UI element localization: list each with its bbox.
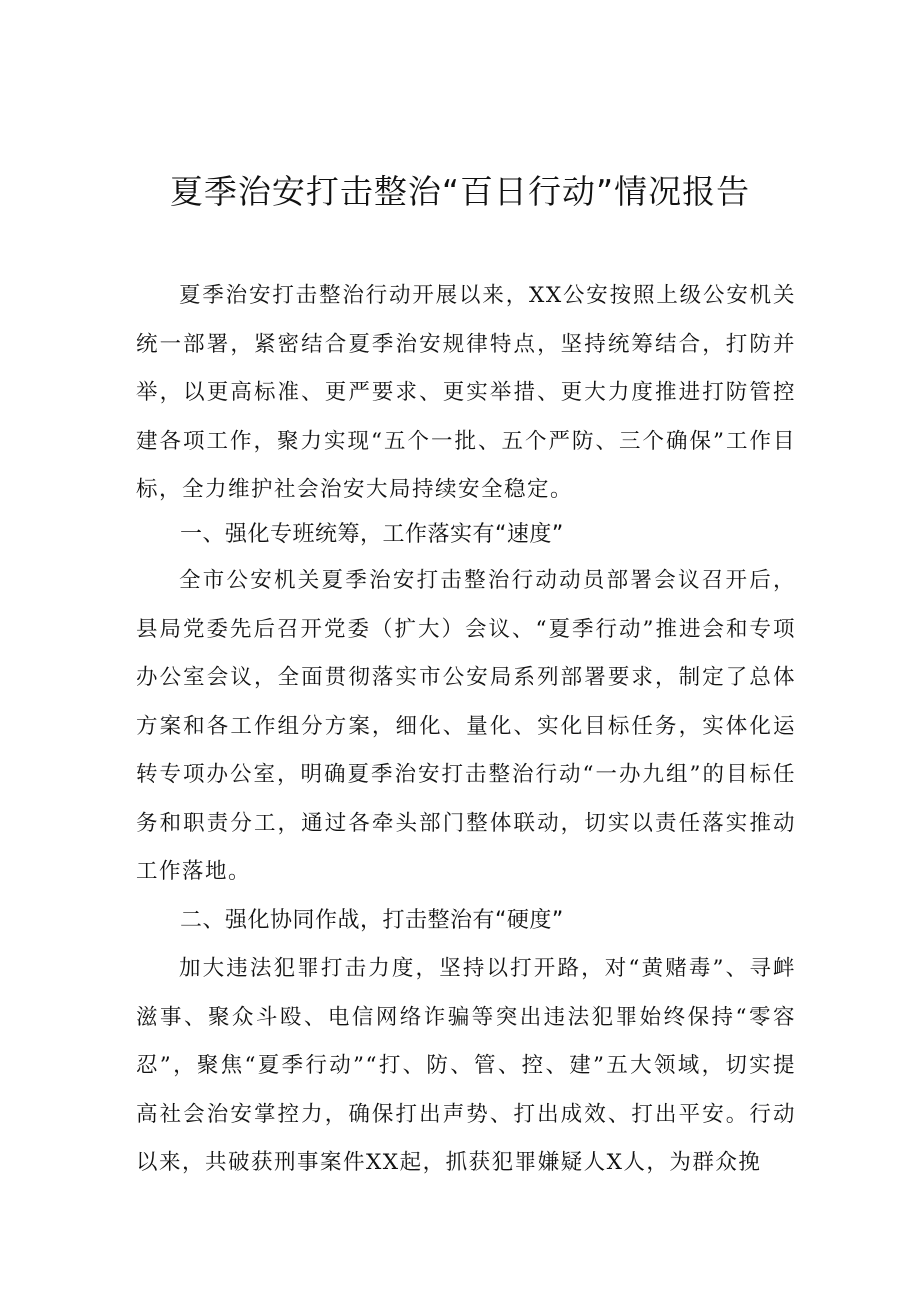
section-1-body: 全市公安机关夏季治安打击整治行动动员部署会议召开后，县局党委先后召开党委（扩大）会议、“夏季行动”推进会和专项办公室会议，全面贯彻落实市公安局系列部署要求，制定了总体方案和各工作组分方案，细化、量化、实化目标任务，实体化运转专项办公室，明确夏季治安打击整治行动“一办九组”的目标任务和职责分工，通过各牵头部门整体联动，切实以责任落实推动工作落地。	[136, 568, 796, 884]
section-1-heading: 一、强化专班统筹，工作落实有“速度”	[180, 522, 564, 547]
document-title: 夏季治安打击整治“百日行动”情况报告	[169, 172, 751, 211]
section-2-body: 加大违法犯罪打击力度，坚持以打开路，对“黄赌毒”、寻衅滋事、聚众斗殴、电信网络诈骗等突出违法犯罪始终保持“零容忍”，聚焦“夏季行动”“打、防、管、控、建”五大领域，切实提高社会治安掌控力，确保打出声势、打出成效、打出平安。行动以来，共破获刑事案件XX起，抓获犯罪嫌疑人X人，为群众挽	[136, 956, 796, 1175]
section-2-heading: 二、强化协同作战，打击整治有“硬度”	[180, 908, 564, 933]
intro-paragraph: 夏季治安打击整治行动开展以来，XX公安按照上级公安机关统一部署，紧密结合夏季治安规律特点，坚持统筹结合，打防并举，以更高标准、更严要求、更实举措、更大力度推进打防管控建各项工作，聚力实现“五个一批、五个严防、三个确保”工作目标，全力维护社会治安大局持续安全稳定。	[136, 283, 796, 502]
